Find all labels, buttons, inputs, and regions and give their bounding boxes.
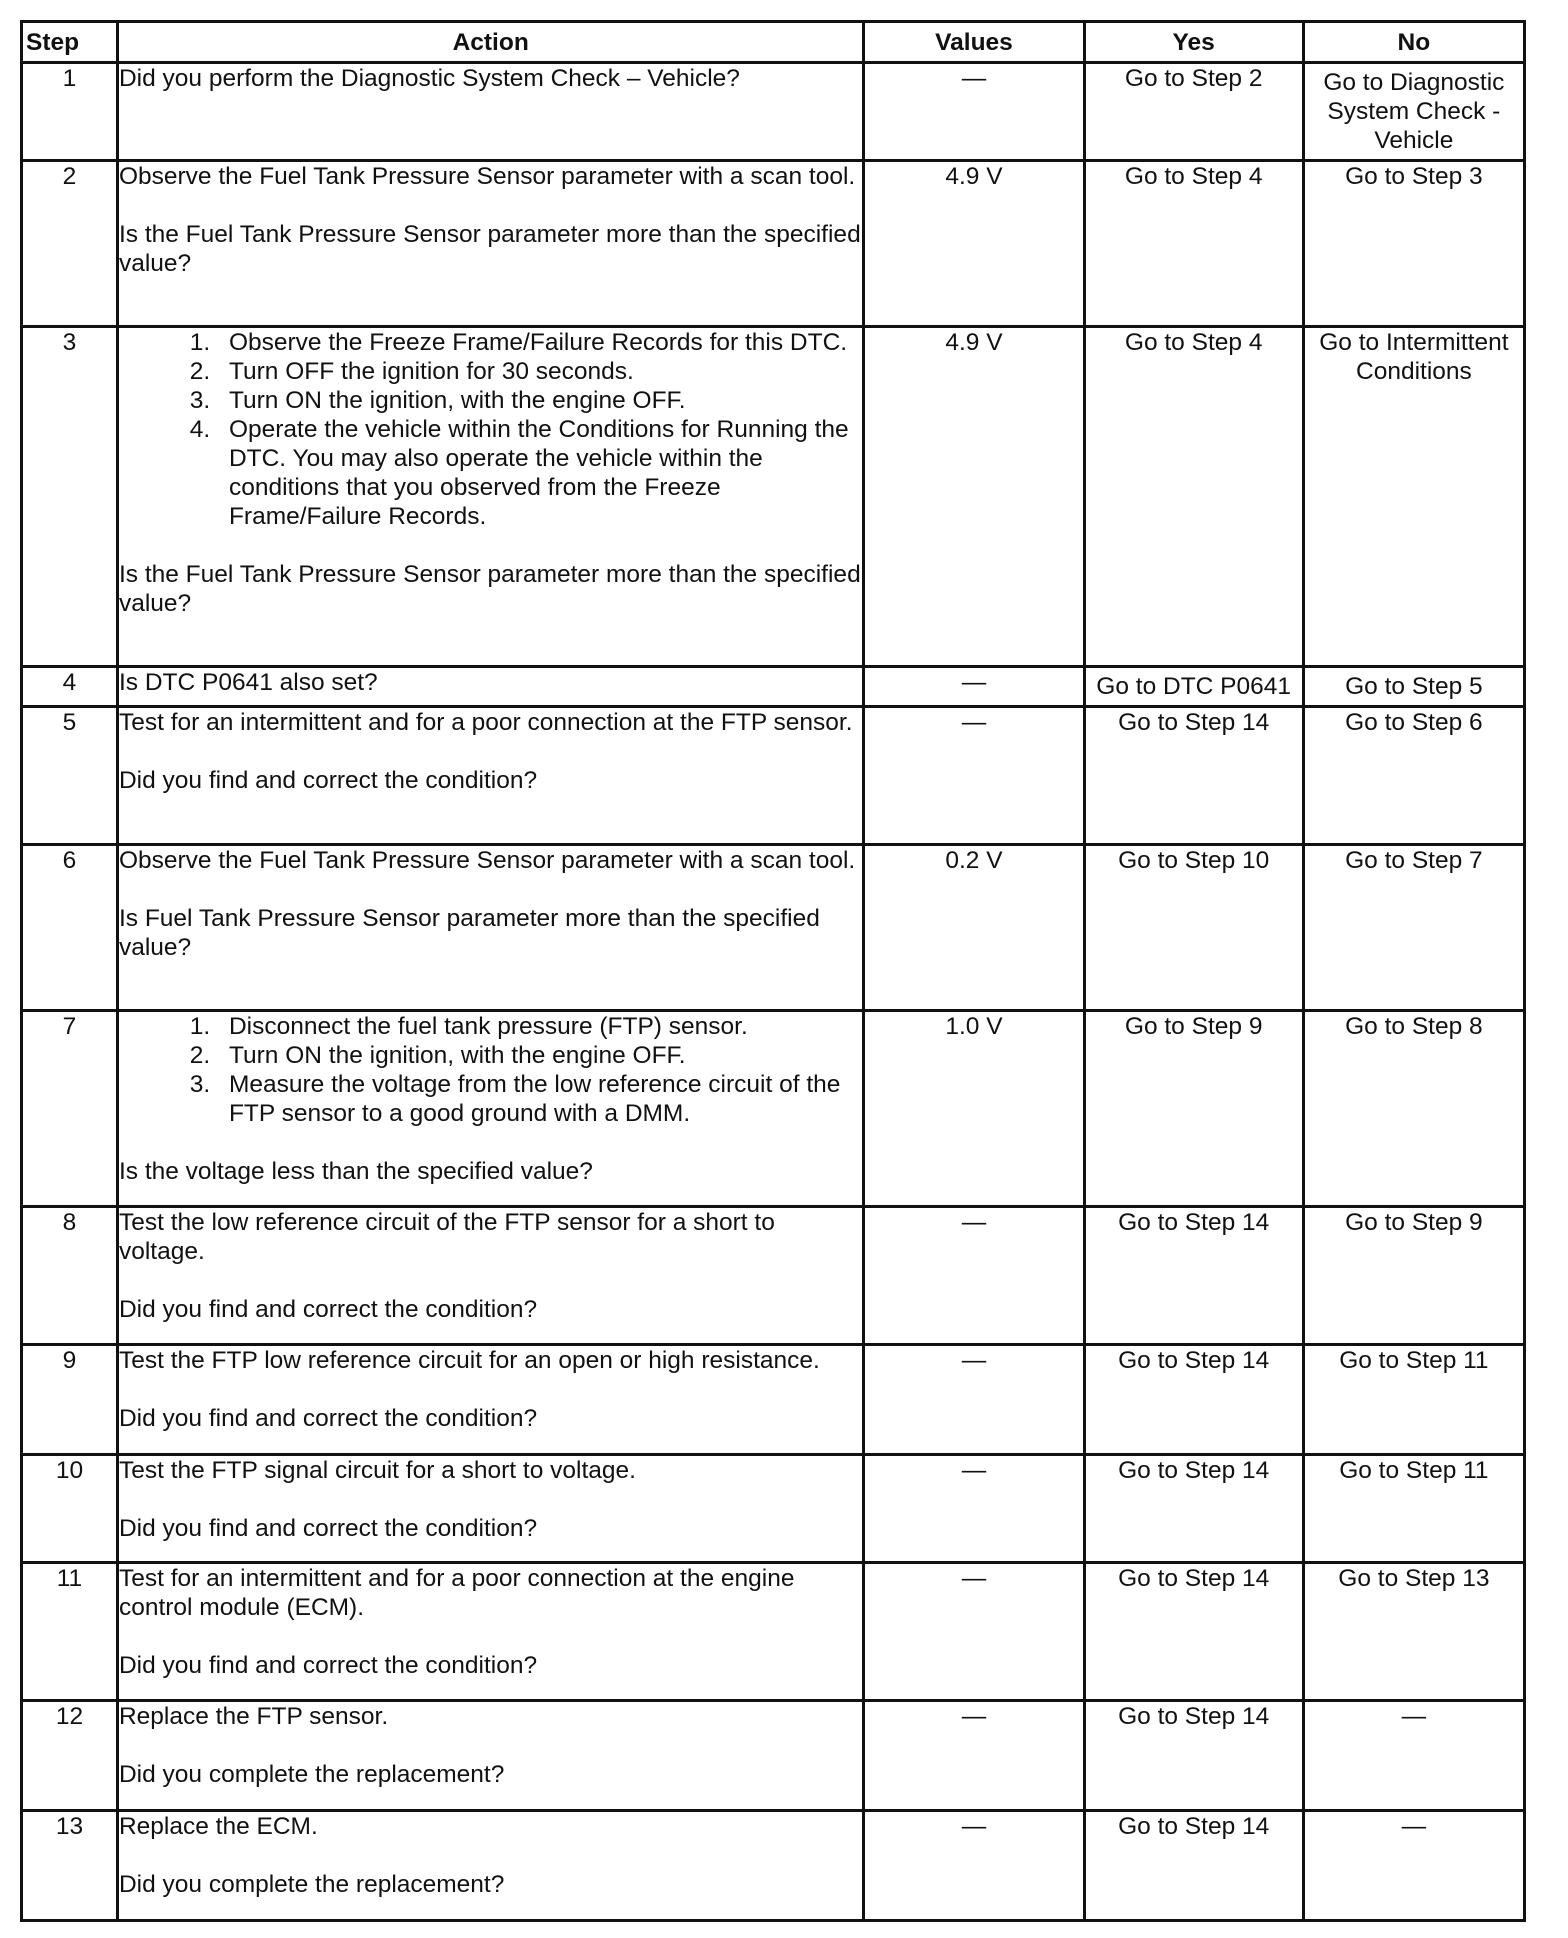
procedure-list xyxy=(119,1012,862,1128)
step-number: 7 xyxy=(22,1011,118,1207)
no-cell: Go to Step 9 xyxy=(1303,1207,1524,1345)
action-question: Did you find and correct the condition? xyxy=(118,1405,538,1432)
value-cell: — xyxy=(864,1207,1084,1345)
action-cell xyxy=(117,667,863,707)
diagnostic-table xyxy=(20,20,1526,1922)
yes-cell: Go to Step 2 xyxy=(1084,63,1303,161)
step-number: 11 xyxy=(22,1563,118,1701)
action-question: Is Fuel Tank Pressure Sensor parameter more than the specified value? xyxy=(118,905,820,961)
procedure-step: 1. Disconnect the fuel tank pressure (FTP) sensor. xyxy=(217,1012,862,1041)
no-cell: Go to Intermittent Conditions xyxy=(1303,327,1524,667)
table-row xyxy=(22,1811,1525,1921)
action-text: Did you perform the Diagnostic System Check – Vehicle? xyxy=(118,65,740,92)
action-text: Is DTC P0641 also set? xyxy=(118,669,378,696)
action-text: Observe the Fuel Tank Pressure Sensor parameter with a scan tool. xyxy=(118,163,856,190)
header-step: Step xyxy=(22,22,118,63)
step-number: 6 xyxy=(22,845,118,1011)
action-cell xyxy=(117,63,863,161)
action-question: Did you find and correct the condition? xyxy=(118,1515,538,1542)
step-number: 13 xyxy=(22,1811,118,1921)
procedure-step: 1. Observe the Freeze Frame/Failure Records for this DTC. xyxy=(217,328,862,357)
table-row xyxy=(22,1455,1525,1563)
header-values: Values xyxy=(864,22,1084,63)
value-cell: — xyxy=(864,667,1084,707)
table-row xyxy=(22,845,1525,1011)
value-cell: — xyxy=(864,1701,1084,1811)
table-row xyxy=(22,707,1525,845)
procedure-step: 2. Turn OFF the ignition for 30 seconds. xyxy=(217,357,862,386)
procedure-step: 2. Turn ON the ignition, with the engine OFF. xyxy=(217,1041,862,1070)
step-number: 5 xyxy=(22,707,118,845)
table-row xyxy=(22,161,1525,327)
yes-cell: Go to Step 14 xyxy=(1084,1345,1303,1455)
value-cell: 4.9 V xyxy=(864,161,1084,327)
action-question: Is the Fuel Tank Pressure Sensor parameter more than the specified value? xyxy=(118,561,861,617)
yes-cell: Go to Step 14 xyxy=(1084,1207,1303,1345)
step-number: 12 xyxy=(22,1701,118,1811)
action-text: Test the low reference circuit of the FTP sensor for a short to voltage. xyxy=(118,1209,775,1265)
action-question: Is the Fuel Tank Pressure Sensor parameter more than the specified value? xyxy=(118,221,861,277)
table-row xyxy=(22,1701,1525,1811)
yes-cell: Go to DTC P0641 xyxy=(1084,667,1303,707)
no-cell: Go to Step 5 xyxy=(1303,667,1524,707)
no-cell: — xyxy=(1303,1811,1524,1921)
procedure-step: 4. Operate the vehicle within the Conditions for Running the DTC. You may also operate the vehicle within the conditions that you observed from the Freeze Frame/Failure Records. xyxy=(217,415,862,531)
action-cell xyxy=(117,327,863,667)
yes-cell: Go to Step 14 xyxy=(1084,707,1303,845)
action-cell xyxy=(117,1345,863,1455)
yes-cell: Go to Step 4 xyxy=(1084,161,1303,327)
yes-cell: Go to Step 9 xyxy=(1084,1011,1303,1207)
no-cell: Go to Step 6 xyxy=(1303,707,1524,845)
action-question: Did you complete the replacement? xyxy=(118,1871,505,1898)
action-cell xyxy=(117,1563,863,1701)
step-number: 10 xyxy=(22,1455,118,1563)
yes-cell: Go to Step 4 xyxy=(1084,327,1303,667)
action-text: Test for an intermittent and for a poor connection at the engine control module (ECM). xyxy=(118,1565,795,1621)
value-cell: — xyxy=(864,707,1084,845)
action-text: Replace the FTP sensor. xyxy=(118,1703,389,1730)
yes-cell: Go to Step 14 xyxy=(1084,1563,1303,1701)
table-row xyxy=(22,1345,1525,1455)
no-cell: Go to Step 7 xyxy=(1303,845,1524,1011)
step-number: 3 xyxy=(22,327,118,667)
header-action: Action xyxy=(117,22,863,63)
procedure-step: 3. Turn ON the ignition, with the engine OFF. xyxy=(217,386,862,415)
value-cell: — xyxy=(864,63,1084,161)
step-number: 1 xyxy=(22,63,118,161)
action-cell xyxy=(117,1701,863,1811)
value-cell: 4.9 V xyxy=(864,327,1084,667)
yes-cell: Go to Step 14 xyxy=(1084,1701,1303,1811)
action-question: Did you find and correct the condition? xyxy=(118,1296,538,1323)
value-cell: — xyxy=(864,1811,1084,1921)
value-cell: 1.0 V xyxy=(864,1011,1084,1207)
step-number: 2 xyxy=(22,161,118,327)
table-row xyxy=(22,327,1525,667)
no-cell: Go to Step 11 xyxy=(1303,1345,1524,1455)
procedure-list xyxy=(119,328,862,531)
header-no: No xyxy=(1303,22,1524,63)
action-cell xyxy=(117,707,863,845)
header-row xyxy=(22,22,1525,63)
action-cell xyxy=(117,1011,863,1207)
value-cell: 0.2 V xyxy=(864,845,1084,1011)
no-cell: Go to Step 11 xyxy=(1303,1455,1524,1563)
action-question: Did you find and correct the condition? xyxy=(118,767,538,794)
value-cell: — xyxy=(864,1563,1084,1701)
no-cell: Go to Step 3 xyxy=(1303,161,1524,327)
no-cell: Go to Diagnostic System Check - Vehicle xyxy=(1303,63,1524,161)
action-cell xyxy=(117,845,863,1011)
step-number: 8 xyxy=(22,1207,118,1345)
procedure-step: 3. Measure the voltage from the low reference circuit of the FTP sensor to a good ground with a DMM. xyxy=(217,1070,862,1128)
action-text: Test the FTP low reference circuit for an open or high resistance. xyxy=(118,1347,820,1374)
table-row xyxy=(22,1207,1525,1345)
action-cell xyxy=(117,161,863,327)
table-row xyxy=(22,1563,1525,1701)
action-question: Did you find and correct the condition? xyxy=(118,1652,538,1679)
header-yes: Yes xyxy=(1084,22,1303,63)
table-row xyxy=(22,1011,1525,1207)
yes-cell: Go to Step 14 xyxy=(1084,1811,1303,1921)
value-cell: — xyxy=(864,1345,1084,1455)
action-text: Observe the Fuel Tank Pressure Sensor parameter with a scan tool. xyxy=(118,847,856,874)
table-row xyxy=(22,667,1525,707)
no-cell: Go to Step 8 xyxy=(1303,1011,1524,1207)
step-number: 9 xyxy=(22,1345,118,1455)
value-cell: — xyxy=(864,1455,1084,1563)
action-cell xyxy=(117,1207,863,1345)
action-text: Replace the ECM. xyxy=(118,1813,318,1840)
table-row xyxy=(22,63,1525,161)
no-cell: Go to Step 13 xyxy=(1303,1563,1524,1701)
action-cell xyxy=(117,1455,863,1563)
yes-cell: Go to Step 10 xyxy=(1084,845,1303,1011)
action-question: Is the voltage less than the specified value? xyxy=(118,1158,593,1185)
no-cell: — xyxy=(1303,1701,1524,1811)
yes-cell: Go to Step 14 xyxy=(1084,1455,1303,1563)
action-cell xyxy=(117,1811,863,1921)
action-text: Test the FTP signal circuit for a short to voltage. xyxy=(118,1457,636,1484)
action-question: Did you complete the replacement? xyxy=(118,1761,505,1788)
action-text: Test for an intermittent and for a poor connection at the FTP sensor. xyxy=(118,709,853,736)
step-number: 4 xyxy=(22,667,118,707)
